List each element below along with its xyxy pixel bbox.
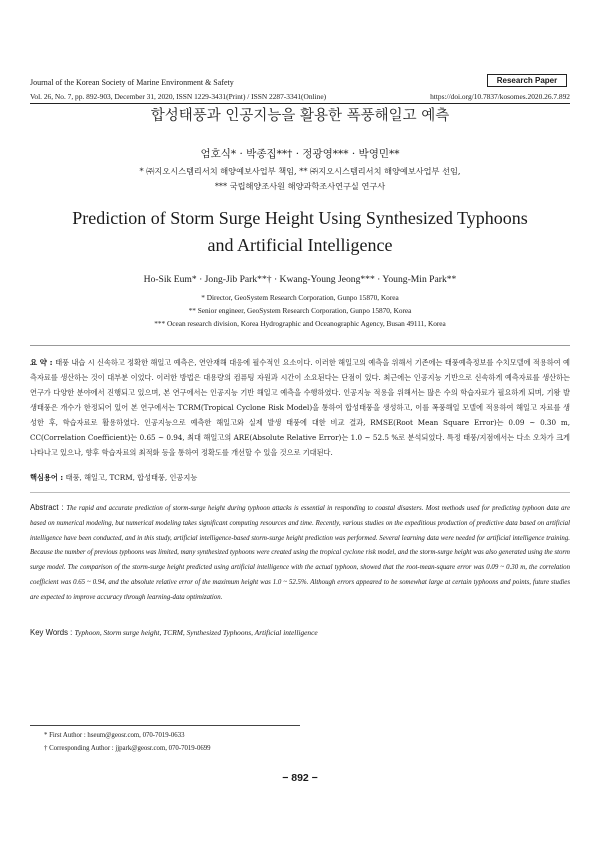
english-authors: Ho-Sik Eum* · Jong-Jib Park**† · Kwang-Young Jeong*** · Young-Min Park** xyxy=(143,274,457,285)
footnote-first-author: * First Author : hseum@geosr.com, 070-7019-0633 xyxy=(44,732,185,739)
doi-link[interactable]: https://doi.org/10.7837/kosomes.2020.26.7.892 xyxy=(430,92,570,101)
english-keywords xyxy=(30,628,318,637)
citation-info: Vol. 26, No. 7, pp. 892-903, December 31, 2020, ISSN 1229-3431(Print) / ISSN 2287-3341(Online) xyxy=(30,92,327,101)
korean-abstract-text: 태풍 내습 시 신속하고 정확한 해일고 예측은, 연안재해 대응에 필수적인 요소이다. 이러한 해일고의 예측을 위해서 기존에는 태풍예측정보를 수치모델에 적용하여 예측자료를 생산하는 것이 대부분 이었다. 이러한 방법은 대용량의 컴퓨팅 자원과 시간이 소요된다는 단점이 있다. 최근에는 인공지능 기반으로 신속하게 예측자료를 생산하는 연구가 다양한 분야에서 진행되고 있으며, 본 연구에서는 인공지능 기반 해일고 예측을 수행하였다. 인공지능 적용을 위해서는 많은 수의 학습자료가 필요하게 되며, 기왕 발생태풍은 개수가 한정되어 있어 본 연구에서는 TCRM(Tropical Cyclone Risk Model)을 통하여 합성태풍을 생성하고, 이를 폭풍해일 모델에 적용하여 해일고 자료를 생성한 후, 학습자료로 활용하였다. 인공지능으로 예측한 해일고와 실제 발생 태풍에 대한 비교 결과, RMSE(Root Mean Square Error)는 0.09 ~ 0.30 m, CC(Correlation Coefficient)는 0.65 ~ 0.94, 최대 해일고의 ARE(Absolute Relative Error)는 1.0 ~ 52.5 %로 분석되었다. 특정 태풍/지점에서는 다소 오차가 크게 나타나고 있으나, 향후 학습자료의 최적화 등을 통하여 정확도를 개선할 수 있을 것으로 기대된다. xyxy=(30,358,570,457)
english-abstract-label: Abstract : xyxy=(30,503,67,512)
korean-authors: 엄호식* · 박종집**† · 정광영*** · 박영민** xyxy=(200,148,400,160)
korean-affiliation-1: * ㈜지오시스템리서치 해양예보사업부 책임, ** ㈜지오시스템리서치 해양예보사업부 선임, xyxy=(139,166,461,176)
footnote-rule xyxy=(30,725,300,726)
korean-keywords-label: 핵심용어 : xyxy=(30,473,66,482)
english-title xyxy=(0,205,600,259)
footnote-corresponding-author: † Corresponding Author : jjpark@geosr.com, 070-7019-0699 xyxy=(44,745,211,752)
english-affiliation-1: * Director, GeoSystem Research Corporation, Gunpo 15870, Korea xyxy=(201,293,399,302)
english-abstract-text: The rapid and accurate prediction of storm-surge height during typhoon attacks is essential in responding to coastal disasters. Most methods used for predicting typhoon data are based on numerical modeling, but numerical modeling takes significant computing resources and time. Recently, various studies on the expeditious production of predictive data based on artificial intelligence have been conducted, and in this study, artificial intelligence-based storm-surge height prediction was performed. Several learning data were needed for artificial intelligence training. Because the number of previous typhoons was limited, many synthesized typhoons were created using the tropical cyclone risk model, and the storm-surge height was also generated using the storm surge model. The comparison of the storm-surge height predicted using artificial intelligence with the actual typhoon, showed that the root-mean-square error was 0.09 ~ 0.30 m, the correlation coefficient was 0.65 ~ 0.94, and the absolute relative error of the maximum height was 1.0 ~ 52.5%. Although errors appeared to be somewhat large at certain typhoons and points, future studies are expected to improve accuracy through learning-data optimization. xyxy=(30,505,570,601)
english-title-line-2: and Artificial Intelligence xyxy=(207,235,393,255)
journal-name: Journal of the Korean Society of Marine Environment & Safety xyxy=(30,78,234,87)
korean-abstract xyxy=(30,355,570,460)
journal-citation-line xyxy=(30,92,570,101)
research-paper-badge: Research Paper xyxy=(487,74,567,87)
section-rule-middle xyxy=(30,492,570,493)
english-title-line-1: Prediction of Storm Surge Height Using Synthesized Typhoons xyxy=(72,208,528,228)
korean-keywords-text: 태풍, 해일고, TCRM, 합성태풍, 인공지능 xyxy=(65,473,198,482)
korean-affiliation-2: *** 국립해양조사원 해양과학조사연구실 연구사 xyxy=(214,181,386,191)
korean-title: 합성태풍과 인공지능을 활용한 폭풍해일고 예측 xyxy=(150,108,450,124)
english-abstract xyxy=(30,501,570,606)
korean-abstract-label: 요 약 : xyxy=(30,358,56,367)
section-rule-top xyxy=(30,345,570,346)
english-affiliation-3: *** Ocean research division, Korea Hydrographic and Oceanographic Agency, Busan 49111, Korea xyxy=(154,319,446,328)
korean-keywords xyxy=(30,473,197,483)
english-affiliation-2: ** Senior engineer, GeoSystem Research Corporation, Gunpo 15870, Korea xyxy=(188,306,412,315)
english-keywords-text: Typhoon, Storm surge height, TCRM, Synthesized Typhoons, Artificial intelligence xyxy=(74,628,318,637)
english-keywords-label: Key Words : xyxy=(30,628,75,637)
page-number: − 892 − xyxy=(282,772,318,784)
